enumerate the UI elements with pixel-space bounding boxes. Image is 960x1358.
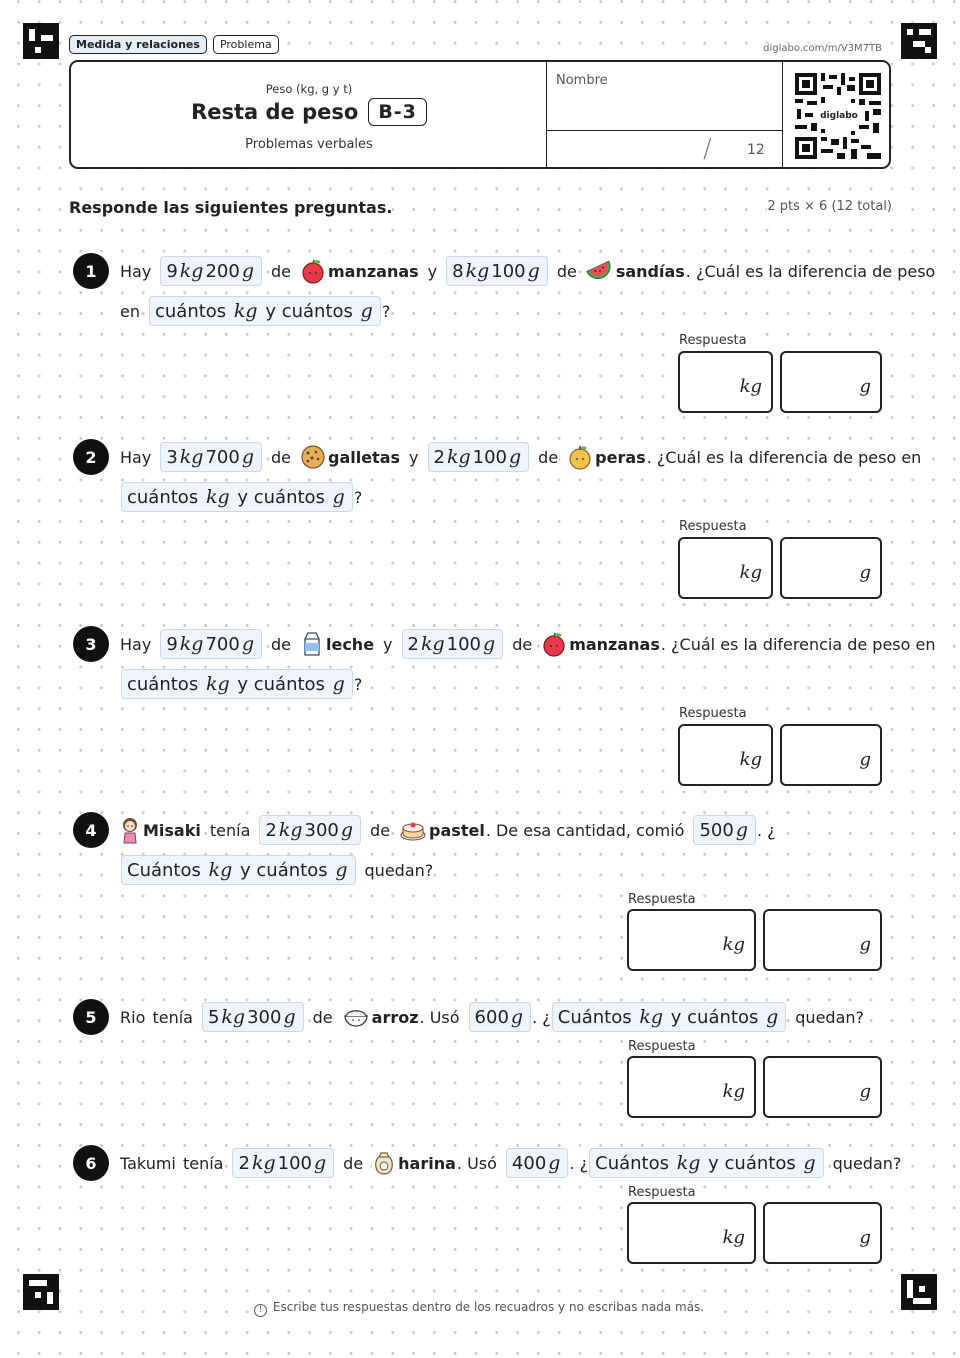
text: de bbox=[556, 261, 577, 281]
kg-unit: kg bbox=[722, 934, 745, 955]
text: . Usó bbox=[456, 1153, 497, 1173]
problem-number: 2 bbox=[73, 439, 109, 475]
text: y cuántos bbox=[670, 1007, 759, 1028]
kg-value: 2 bbox=[407, 634, 419, 655]
page-title: Resta de peso bbox=[191, 100, 359, 124]
g-unit: g bbox=[283, 1006, 296, 1028]
weight-used bbox=[693, 815, 756, 845]
answer-kg-input[interactable] bbox=[678, 351, 773, 413]
text: . ¿ bbox=[532, 1007, 551, 1027]
weight-a bbox=[259, 815, 361, 845]
text: ? bbox=[353, 674, 363, 694]
question-highlight bbox=[121, 669, 353, 699]
problem-text-line-1 bbox=[119, 626, 937, 662]
g-unit: g bbox=[859, 1227, 871, 1248]
text: y cuántos bbox=[240, 860, 328, 881]
name-field[interactable]: Nombre bbox=[556, 73, 608, 88]
corner-marker-top-left bbox=[23, 23, 59, 59]
answer-g-input[interactable] bbox=[763, 1202, 882, 1264]
corner-marker-top-right bbox=[901, 23, 937, 59]
kg-value: 8 bbox=[452, 261, 464, 282]
instructions: Responde las siguientes preguntas. bbox=[69, 198, 393, 217]
text: cuántos bbox=[127, 674, 199, 695]
girl-icon bbox=[119, 816, 141, 844]
answer-kg-input[interactable] bbox=[678, 724, 773, 786]
weight-a bbox=[160, 629, 262, 659]
problem-text-line-2 bbox=[119, 293, 391, 329]
worksheet-header bbox=[69, 60, 891, 169]
subtitle: Problemas verbales bbox=[245, 137, 373, 152]
problem-number: 6 bbox=[73, 1145, 109, 1181]
text: y cuántos bbox=[237, 487, 325, 508]
kg-unit: kg bbox=[233, 300, 258, 322]
item-apples bbox=[541, 631, 660, 657]
problem-number: 3 bbox=[73, 626, 109, 662]
answer-kg-input[interactable] bbox=[627, 909, 756, 971]
footer-text: Escribe tus respuestas dentro de los recuadros y no escribas nada más. bbox=[272, 1300, 705, 1314]
text: Cuántos bbox=[595, 1153, 669, 1174]
text: Hay bbox=[120, 261, 152, 281]
kg-unit: kg bbox=[739, 562, 762, 583]
item-pears bbox=[567, 444, 646, 470]
g-unit: g bbox=[803, 1152, 816, 1174]
answer-kg-input[interactable] bbox=[627, 1056, 756, 1118]
person-name: Rio bbox=[120, 1007, 146, 1027]
answer-kg-input[interactable] bbox=[678, 537, 773, 599]
kg-unit: kg bbox=[205, 486, 230, 508]
weight-b bbox=[402, 629, 504, 659]
kg-unit: kg bbox=[739, 376, 762, 397]
text: . ¿Cuál es la diferencia de peso bbox=[685, 261, 936, 281]
text: tenía bbox=[182, 1153, 224, 1173]
text: ? bbox=[353, 487, 363, 507]
apple-icon bbox=[541, 631, 567, 657]
problem-text-line-1 bbox=[119, 439, 922, 475]
weight-a bbox=[160, 256, 262, 286]
badge-category: Medida y relaciones bbox=[69, 35, 207, 54]
kg-unit: kg bbox=[676, 1152, 701, 1174]
g-value: 300 bbox=[247, 1007, 282, 1028]
text: en bbox=[120, 301, 140, 321]
qr-code bbox=[783, 62, 891, 167]
problem-text-line-1 bbox=[119, 253, 936, 289]
answer-g-input[interactable] bbox=[780, 351, 882, 413]
score-slash: / bbox=[703, 134, 712, 164]
text: de bbox=[312, 1007, 333, 1027]
person-name: Takumi bbox=[120, 1153, 176, 1173]
points-info: 2 pts × 6 (12 total) bbox=[767, 199, 892, 214]
topic: Peso (kg, g y t) bbox=[265, 82, 353, 96]
weight-a bbox=[232, 1148, 334, 1178]
text: y bbox=[409, 447, 419, 467]
text: de bbox=[538, 447, 559, 467]
kg-unit: kg bbox=[179, 446, 204, 468]
question-highlight bbox=[552, 1002, 787, 1032]
kg-unit: kg bbox=[179, 633, 204, 655]
g-unit: g bbox=[859, 934, 871, 955]
text: y cuántos bbox=[708, 1153, 796, 1174]
pear-icon bbox=[567, 444, 593, 470]
text: . ¿ bbox=[569, 1153, 589, 1173]
item-apples bbox=[300, 258, 419, 284]
badge-type: Problema bbox=[213, 35, 279, 54]
g-value: 600 bbox=[474, 1007, 509, 1028]
cookie-icon bbox=[300, 444, 326, 470]
footer-note bbox=[0, 1300, 960, 1317]
text: y cuántos bbox=[265, 301, 353, 322]
text: . De esa cantidad, comió bbox=[485, 820, 685, 840]
problem-text-line-1 bbox=[119, 812, 777, 848]
text: y bbox=[383, 634, 393, 654]
question-highlight bbox=[121, 855, 356, 885]
problem-text-line-2 bbox=[121, 666, 363, 702]
item-watermelons bbox=[586, 258, 685, 284]
weight-a bbox=[202, 1002, 304, 1032]
text: y cuántos bbox=[237, 674, 325, 695]
g-unit: g bbox=[766, 1006, 779, 1028]
text: ? bbox=[381, 301, 391, 321]
kg-unit: kg bbox=[722, 1227, 745, 1248]
text: tenía bbox=[209, 820, 251, 840]
kg-value: 2 bbox=[433, 447, 445, 468]
g-value: 200 bbox=[205, 261, 240, 282]
person bbox=[119, 816, 201, 844]
name-score-panel bbox=[547, 62, 783, 167]
g-unit: g bbox=[335, 859, 348, 881]
item-flour bbox=[372, 1150, 456, 1176]
text: de bbox=[343, 1153, 364, 1173]
g-unit: g bbox=[241, 446, 254, 468]
g-unit: g bbox=[483, 633, 496, 655]
text: Cuántos bbox=[557, 1007, 632, 1028]
item-label: arroz bbox=[371, 1007, 419, 1027]
weight-used bbox=[506, 1148, 569, 1178]
answer-label: Respuesta bbox=[628, 892, 696, 907]
text: Hay bbox=[120, 447, 152, 467]
answer-kg-input[interactable] bbox=[627, 1202, 756, 1264]
g-unit: g bbox=[859, 562, 871, 583]
text: cuántos bbox=[154, 301, 227, 322]
g-value: 100 bbox=[277, 1153, 312, 1174]
problem-text-line-2 bbox=[121, 852, 434, 888]
question-highlight bbox=[121, 482, 353, 512]
item-cake bbox=[399, 817, 485, 843]
item-label: sandías bbox=[615, 261, 685, 281]
text: quedan? bbox=[832, 1153, 902, 1173]
answer-label: Respuesta bbox=[679, 519, 747, 534]
text: quedan? bbox=[795, 1007, 864, 1027]
text: tenía bbox=[152, 1007, 193, 1027]
text: Hay bbox=[120, 634, 152, 654]
problem-text-line-2 bbox=[121, 479, 363, 515]
milk-icon bbox=[300, 631, 324, 657]
g-unit: g bbox=[241, 633, 254, 655]
text: de bbox=[270, 634, 291, 654]
item-label: manzanas bbox=[569, 634, 660, 654]
g-unit: g bbox=[509, 446, 522, 468]
text: y bbox=[427, 261, 438, 281]
title-panel bbox=[71, 62, 547, 167]
g-unit: g bbox=[859, 1081, 871, 1102]
kg-unit: kg bbox=[420, 633, 445, 655]
flour-icon bbox=[372, 1150, 396, 1176]
g-unit: g bbox=[735, 819, 748, 841]
kg-unit: kg bbox=[465, 260, 490, 282]
item-milk bbox=[300, 631, 374, 657]
answer-g-input[interactable] bbox=[780, 537, 882, 599]
site-url: diglabo.com/m/V3M7TB bbox=[763, 43, 882, 54]
problem-text-line-1 bbox=[119, 999, 865, 1035]
kg-value: 2 bbox=[265, 820, 277, 841]
item-label: leche bbox=[325, 634, 375, 654]
title-row bbox=[71, 98, 547, 126]
answer-label: Respuesta bbox=[679, 333, 747, 348]
g-unit: g bbox=[340, 819, 354, 841]
g-value: 300 bbox=[304, 820, 339, 841]
g-value: 100 bbox=[446, 634, 482, 655]
text: . ¿Cuál es la diferencia de peso en bbox=[660, 634, 936, 654]
answer-label: Respuesta bbox=[628, 1039, 696, 1054]
item-label: pastel bbox=[429, 820, 485, 840]
g-unit: g bbox=[510, 1006, 524, 1028]
g-unit: g bbox=[332, 486, 345, 508]
item-label: manzanas bbox=[327, 261, 419, 281]
category-badges bbox=[69, 35, 279, 54]
g-unit: g bbox=[332, 673, 345, 695]
level-code: B-3 bbox=[368, 98, 427, 126]
answer-label: Respuesta bbox=[628, 1185, 696, 1200]
text: quedan? bbox=[364, 860, 434, 880]
answer-g-input[interactable] bbox=[763, 1056, 882, 1118]
item-label: peras bbox=[595, 447, 646, 467]
text: . ¿ bbox=[757, 820, 776, 840]
answer-g-input[interactable] bbox=[780, 724, 882, 786]
g-value: 500 bbox=[699, 820, 734, 841]
kg-unit: kg bbox=[639, 1006, 664, 1028]
kg-value: 3 bbox=[166, 447, 178, 468]
g-unit: g bbox=[527, 260, 540, 282]
kg-unit: kg bbox=[722, 1081, 745, 1102]
problem-number: 4 bbox=[73, 812, 109, 848]
problem-number: 1 bbox=[73, 253, 109, 289]
apple-icon bbox=[300, 258, 326, 284]
answer-g-input[interactable] bbox=[763, 909, 882, 971]
weight-b bbox=[428, 442, 530, 472]
g-unit: g bbox=[241, 260, 254, 282]
weight-used bbox=[469, 1002, 532, 1032]
text: cuántos bbox=[127, 487, 199, 508]
text: de bbox=[370, 820, 391, 840]
kg-value: 9 bbox=[166, 261, 178, 282]
text: de bbox=[270, 447, 291, 467]
text: . Usó bbox=[419, 1007, 460, 1027]
rice-icon bbox=[342, 1004, 370, 1030]
kg-unit: kg bbox=[179, 260, 204, 282]
question-highlight bbox=[589, 1148, 824, 1178]
kg-unit: kg bbox=[278, 819, 303, 841]
kg-unit: kg bbox=[221, 1006, 246, 1028]
cake-icon bbox=[399, 817, 427, 843]
text: de bbox=[270, 261, 291, 281]
g-unit: g bbox=[548, 1152, 561, 1174]
watermelon-icon bbox=[586, 258, 614, 284]
qr-label: diglabo bbox=[817, 110, 861, 122]
g-unit: g bbox=[859, 376, 871, 397]
g-value: 700 bbox=[205, 634, 240, 655]
weight-b bbox=[446, 256, 548, 286]
g-unit: g bbox=[360, 300, 373, 322]
kg-unit: kg bbox=[205, 673, 230, 695]
item-rice bbox=[342, 1004, 419, 1030]
kg-unit: kg bbox=[446, 446, 471, 468]
text: . ¿Cuál es la diferencia de peso en bbox=[646, 447, 922, 467]
person-name: Misaki bbox=[143, 820, 201, 840]
kg-unit: kg bbox=[251, 1152, 276, 1174]
problem-text-line-1 bbox=[119, 1145, 902, 1181]
item-label: galletas bbox=[327, 447, 401, 467]
item-cookies bbox=[300, 444, 400, 470]
score-total: 12 bbox=[747, 142, 765, 158]
text: de bbox=[512, 634, 533, 654]
score-divider bbox=[547, 130, 782, 131]
kg-value: 5 bbox=[207, 1007, 220, 1028]
problem-number: 5 bbox=[73, 999, 109, 1035]
g-unit: g bbox=[313, 1152, 327, 1174]
answer-label: Respuesta bbox=[679, 706, 747, 721]
g-value: 400 bbox=[511, 1153, 547, 1174]
g-unit: g bbox=[859, 749, 871, 770]
g-value: 700 bbox=[205, 447, 240, 468]
g-value: 100 bbox=[491, 261, 526, 282]
kg-value: 2 bbox=[238, 1153, 250, 1174]
kg-unit: kg bbox=[208, 859, 233, 881]
question-highlight bbox=[149, 296, 381, 326]
item-label: harina bbox=[398, 1153, 456, 1173]
text: Cuántos bbox=[127, 860, 201, 881]
info-icon: ! bbox=[254, 1304, 267, 1317]
g-value: 100 bbox=[472, 447, 507, 468]
kg-value: 9 bbox=[166, 634, 178, 655]
kg-unit: kg bbox=[739, 749, 762, 770]
weight-a bbox=[160, 442, 262, 472]
